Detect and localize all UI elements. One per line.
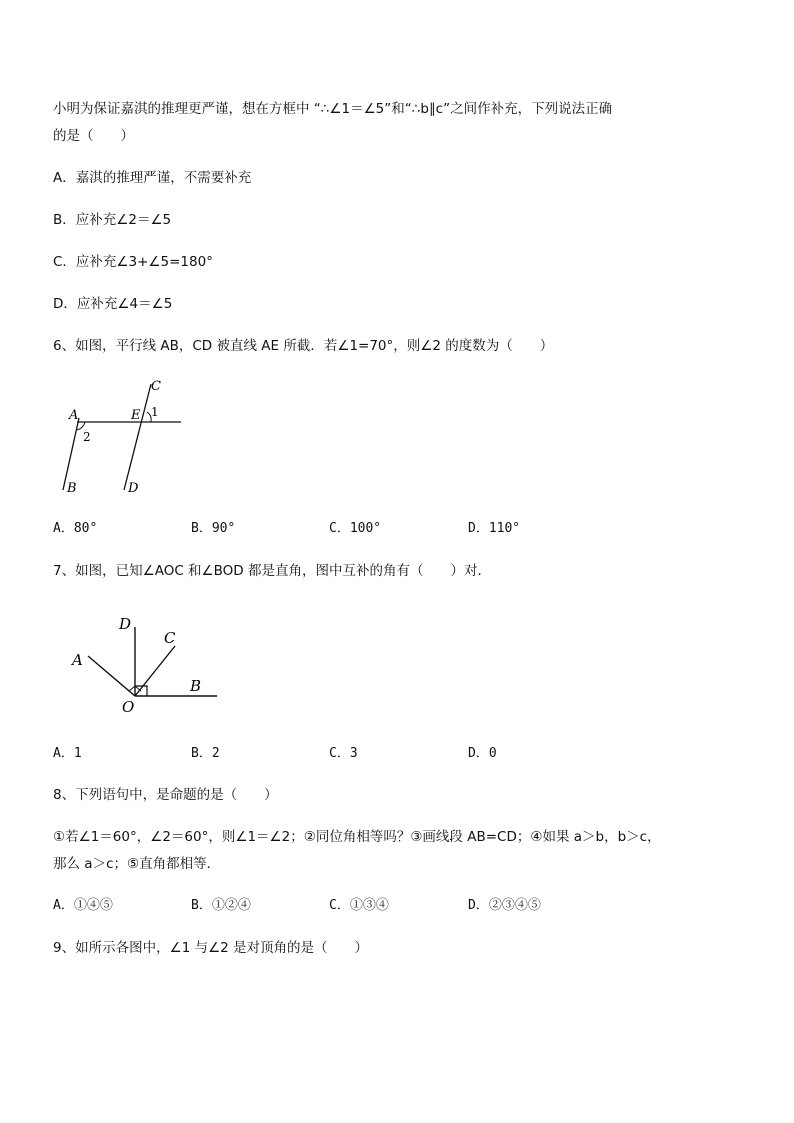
q6-label-d: D (128, 481, 139, 496)
q6-option-c: C．100° (329, 521, 382, 536)
prev-question-line-1: 小明为保证嘉淇的推理更严谨，想在方框中 “∴∠1＝∠5”和“∴b∥c”之间作补充，下列说法正确 (53, 101, 613, 117)
q6-label-c: C (151, 379, 161, 394)
q8-option-b: B．①②④ (191, 898, 251, 913)
q6-option-d: D．110° (468, 521, 521, 536)
q8-option-d: D．②③④⑤ (468, 898, 541, 913)
q7-option-b: B．2 (191, 746, 220, 761)
q7-option-a: A．1 (53, 746, 82, 761)
q7-label-o: O (122, 698, 135, 716)
q8-statements-line-2: 那么 a＞c；⑤直角都相等． (53, 856, 221, 872)
q7-stem: 7、如图，已知∠AOC 和∠BOD 都是直角，图中互补的角有（ ）对． (53, 563, 491, 579)
prev-option-b: B．应补充∠2＝∠5 (53, 212, 172, 228)
q8-stem: 8、下列语句中，是命题的是（ ） (53, 787, 278, 803)
q8-statements-line-1: ①若∠1＝60°，∠2＝60°，则∠1＝∠2；②同位角相等吗？③画线段 AB=CD；④如果 a＞b，b＞c， (53, 829, 661, 845)
q8-option-a: A．①④⑤ (53, 898, 113, 913)
q7-label-b: B (190, 677, 202, 695)
q9-stem: 9、如所示各图中，∠1 与∠2 是对顶角的是（ ） (53, 940, 369, 956)
q7-option-d: D．0 (468, 746, 497, 761)
prev-option-c: C．应补充∠3+∠5=180° (53, 254, 213, 270)
q7-figure (62, 612, 222, 720)
q6-label-b: B (67, 481, 77, 496)
q6-option-b: B．90° (191, 521, 236, 536)
q7-label-d: D (119, 615, 132, 633)
q6-option-a: A．80° (53, 521, 98, 536)
q6-line-ab (63, 418, 79, 490)
q6-line-cd (124, 384, 151, 490)
q7-label-c: C (164, 629, 176, 647)
q8-option-c: C．①③④ (329, 898, 389, 913)
prev-option-d: D．应补充∠4＝∠5 (53, 296, 173, 312)
q7-label-a: A (72, 651, 83, 669)
q6-label-1: 1 (151, 405, 159, 419)
q6-label-2: 2 (83, 430, 91, 444)
q7-option-c: C．3 (329, 746, 358, 761)
prev-option-a: A．嘉淇的推理严谨，不需要补充 (53, 170, 252, 186)
q6-label-e: E (131, 408, 141, 423)
prev-question-line-2: 的是（ ） (53, 128, 134, 144)
q7-ray-oa (88, 656, 135, 696)
q6-figure (55, 372, 195, 498)
q6-stem: 6、如图，平行线 AB，CD 被直线 AE 所截．若∠1=70°，则∠2 的度数为（ ） (53, 338, 554, 354)
q6-label-a: A (69, 408, 79, 423)
q7-ray-oc (135, 646, 175, 696)
